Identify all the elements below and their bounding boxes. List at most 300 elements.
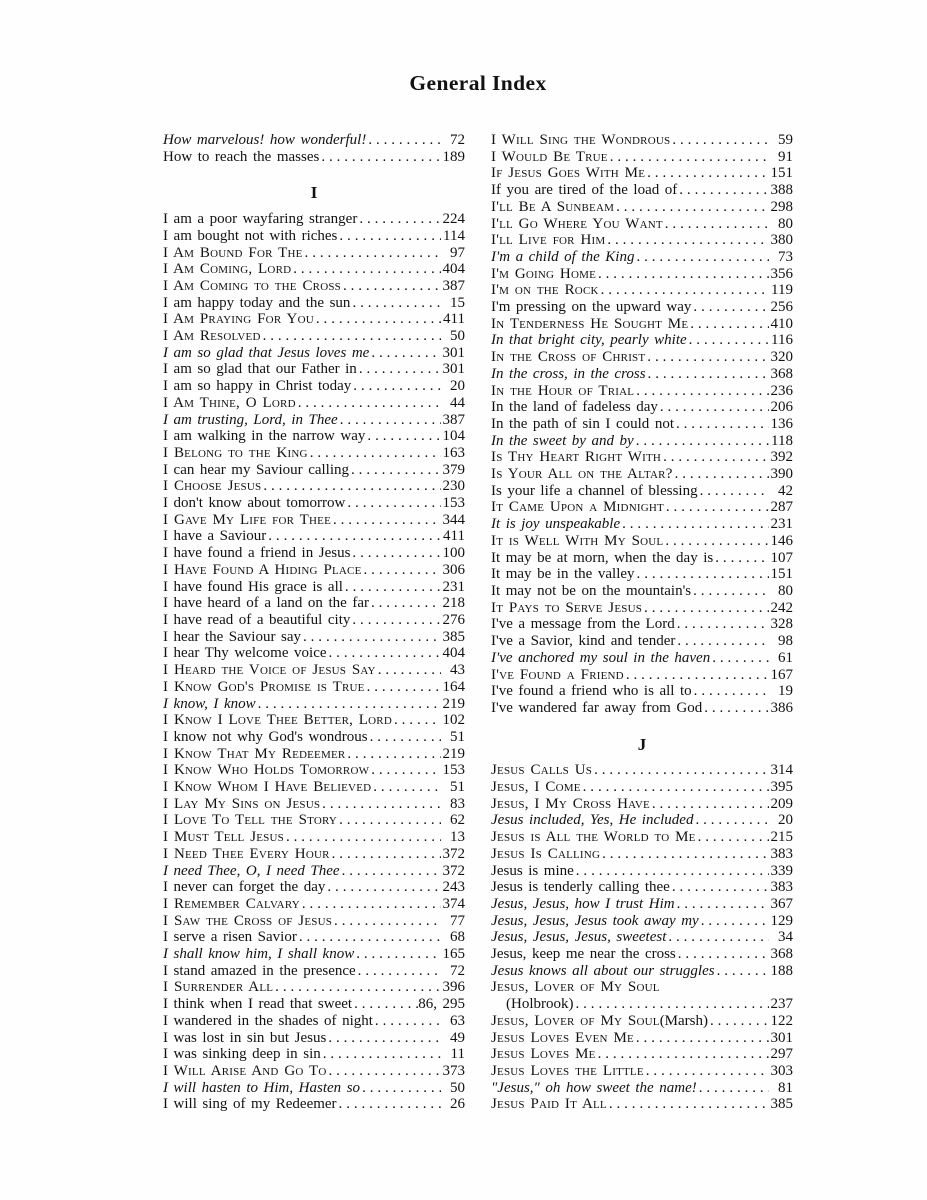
entry-title: I have a Saviour bbox=[163, 528, 267, 545]
dot-leader bbox=[345, 746, 441, 763]
page-number: 20 bbox=[778, 812, 793, 829]
page-number: 114 bbox=[443, 227, 465, 244]
index-entry bbox=[491, 650, 793, 667]
dot-leader bbox=[634, 249, 769, 266]
page-number: 97 bbox=[450, 244, 465, 261]
page-number: 328 bbox=[770, 616, 793, 633]
index-entry bbox=[491, 199, 793, 216]
index-entry bbox=[163, 361, 465, 378]
dot-leader bbox=[675, 633, 769, 650]
entry-title: I know not why God's wondrous bbox=[163, 728, 368, 745]
index-entry bbox=[163, 829, 465, 846]
page-number: 189 bbox=[442, 148, 465, 165]
dot-leader bbox=[645, 349, 769, 366]
entry-title: I Know Who Holds Tomorrow bbox=[163, 762, 370, 779]
dot-leader bbox=[600, 846, 769, 863]
index-entry bbox=[491, 812, 793, 829]
index-entry bbox=[163, 779, 465, 796]
page-number: 306 bbox=[442, 561, 465, 578]
dot-leader bbox=[266, 528, 441, 545]
index-entry bbox=[163, 796, 465, 813]
dot-leader bbox=[596, 266, 769, 283]
dot-leader bbox=[642, 600, 769, 617]
page-number: 50 bbox=[450, 1079, 465, 1096]
page-number: 72 bbox=[450, 962, 465, 979]
entry-title: It may not be on the mountain's bbox=[491, 582, 692, 599]
entry-title: I will sing of my Redeemer bbox=[163, 1096, 337, 1113]
dot-leader bbox=[691, 299, 769, 316]
page-number: 237 bbox=[770, 996, 793, 1013]
index-entry bbox=[491, 266, 793, 283]
index-entry bbox=[491, 1046, 793, 1063]
index-entry bbox=[163, 963, 465, 980]
page-number: 165 bbox=[442, 946, 465, 963]
entry-title: I am so happy in Christ today bbox=[163, 378, 352, 395]
page-number: 379 bbox=[442, 461, 465, 478]
page-number: 80 bbox=[778, 215, 793, 232]
entry-title: I've anchored my soul in the haven bbox=[491, 649, 711, 666]
dot-leader bbox=[337, 812, 441, 829]
entry-title: Jesus, Jesus, how I trust Him bbox=[491, 895, 675, 912]
dot-leader bbox=[692, 683, 769, 700]
page-number: 344 bbox=[442, 511, 465, 528]
entry-title: I Gave My Life for Thee bbox=[163, 511, 331, 528]
index-entry bbox=[163, 913, 465, 930]
entry-title: Jesus is tenderly calling thee bbox=[491, 879, 670, 896]
index-entry bbox=[491, 796, 793, 813]
page-number: 303 bbox=[770, 1062, 793, 1079]
page-number: 13 bbox=[450, 829, 465, 846]
entry-title: I Must Tell Jesus bbox=[163, 829, 284, 846]
entry-title: It may be at morn, when the day is bbox=[491, 549, 714, 566]
dot-leader bbox=[350, 612, 441, 629]
page-number: 411 bbox=[443, 528, 465, 545]
index-entry bbox=[491, 216, 793, 233]
entry-title: I Have Found A Hiding Place bbox=[163, 561, 362, 578]
dot-leader bbox=[365, 428, 441, 445]
page-number: 372 bbox=[442, 845, 465, 862]
dot-leader bbox=[300, 896, 441, 913]
entry-title: I wandered in the shades of night bbox=[163, 1012, 373, 1029]
index-entry bbox=[163, 1013, 465, 1030]
index-entry bbox=[163, 979, 465, 996]
index-entry bbox=[163, 579, 465, 596]
page-number: 11 bbox=[450, 1046, 465, 1063]
page-number: 380 bbox=[770, 232, 793, 249]
entry-title: Jesus, Jesus, Jesus took away my bbox=[491, 912, 699, 929]
entry-title: In the cross, in the cross bbox=[491, 365, 646, 382]
index-entry bbox=[491, 1063, 793, 1080]
dot-leader bbox=[635, 566, 769, 583]
entry-title: I'll Live for Him bbox=[491, 232, 606, 249]
dot-leader bbox=[676, 946, 769, 963]
dot-leader bbox=[365, 679, 441, 696]
index-entry bbox=[163, 996, 465, 1013]
dot-leader bbox=[343, 579, 441, 596]
page-number: 164 bbox=[442, 678, 465, 695]
index-entry bbox=[163, 378, 465, 395]
dot-leader bbox=[330, 846, 441, 863]
entry-title: Jesus Paid It All bbox=[491, 1096, 607, 1113]
index-entry bbox=[163, 712, 465, 729]
page-number: 146 bbox=[770, 532, 793, 549]
index-entry bbox=[491, 996, 793, 1013]
page-number: 59 bbox=[778, 132, 793, 148]
entry-title: I never can forget the day bbox=[163, 879, 326, 896]
page-number: 51 bbox=[450, 728, 465, 745]
entry-title: How marvelous! how wonderful! bbox=[163, 132, 367, 148]
dot-leader bbox=[291, 261, 441, 278]
entry-title: If Jesus Goes With Me bbox=[491, 165, 646, 182]
entry-title: I Will Sing the Wondrous bbox=[491, 132, 671, 148]
entry-title: It is Well With My Soul bbox=[491, 532, 664, 549]
dot-leader bbox=[614, 199, 769, 216]
dot-leader bbox=[607, 1096, 769, 1113]
entry-title: Jesus, keep me near the cross bbox=[491, 946, 676, 963]
page-number: 218 bbox=[442, 595, 465, 612]
index-entry bbox=[491, 449, 793, 466]
entry-title: It may be in the valley bbox=[491, 566, 635, 583]
dot-leader bbox=[373, 1013, 441, 1030]
entry-title: Jesus, Lover of My Soul bbox=[491, 979, 660, 996]
entry-title: I Am Thine, O Lord bbox=[163, 394, 296, 411]
entry-title: I'm on the Rock bbox=[491, 282, 599, 299]
entry-title: I Am Praying For You bbox=[163, 311, 314, 328]
dot-leader bbox=[352, 996, 418, 1013]
entry-title: I Know That My Redeemer bbox=[163, 745, 346, 762]
entry-title: In the Cross of Christ bbox=[491, 349, 646, 366]
dot-leader bbox=[261, 328, 441, 345]
entry-title: I am bought not with riches bbox=[163, 227, 338, 244]
page-number: 373 bbox=[442, 1062, 465, 1079]
page-number: 51 bbox=[450, 779, 465, 796]
dot-leader bbox=[356, 963, 441, 980]
dot-leader bbox=[691, 583, 769, 600]
index-entry bbox=[163, 746, 465, 763]
index-entry bbox=[491, 929, 793, 946]
entry-title: In Tenderness He Sought Me bbox=[491, 315, 689, 332]
entry-title: I Know I Love Thee Better, Lord bbox=[163, 712, 392, 729]
index-entry bbox=[491, 533, 793, 550]
index-entry bbox=[163, 896, 465, 913]
dot-leader bbox=[392, 712, 441, 729]
dot-leader bbox=[664, 499, 769, 516]
index-entry bbox=[491, 550, 793, 567]
page-number: 298 bbox=[770, 198, 793, 215]
entry-title: Jesus knows all about our struggles bbox=[491, 962, 715, 979]
index-entry bbox=[163, 1080, 465, 1097]
entry-title: Jesus, I Come bbox=[491, 779, 581, 796]
index-entry bbox=[163, 729, 465, 746]
page-number: 153 bbox=[442, 495, 465, 512]
index-entry bbox=[491, 483, 793, 500]
index-entry bbox=[491, 979, 793, 996]
index-entry bbox=[163, 211, 465, 228]
dot-leader bbox=[303, 245, 441, 262]
entry-title: In the path of sin I could not bbox=[491, 415, 674, 432]
entry-title: (Holbrook) bbox=[506, 996, 574, 1013]
page-number: 385 bbox=[442, 628, 465, 645]
page-number: 77 bbox=[450, 912, 465, 929]
entry-title: I was lost in sin but Jesus bbox=[163, 1029, 327, 1046]
entry-title: I Remember Calvary bbox=[163, 895, 300, 912]
page-number: 301 bbox=[442, 361, 465, 378]
dot-leader bbox=[319, 149, 441, 166]
index-entry bbox=[163, 846, 465, 863]
page-number: 368 bbox=[770, 365, 793, 382]
index-entry bbox=[491, 149, 793, 166]
index-entry bbox=[163, 278, 465, 295]
index-entry bbox=[163, 512, 465, 529]
entry-title: I Am Coming, Lord bbox=[163, 261, 292, 278]
dot-leader bbox=[341, 278, 441, 295]
page-number: 83 bbox=[450, 795, 465, 812]
dot-leader bbox=[715, 963, 769, 980]
entry-title: I Love To Tell the Story bbox=[163, 812, 338, 829]
index-entry bbox=[163, 1046, 465, 1063]
page-number: 301 bbox=[770, 1029, 793, 1046]
entry-title: I stand amazed in the presence bbox=[163, 962, 356, 979]
page-number: 72 bbox=[450, 132, 465, 148]
entry-title: I Need Thee Every Hour bbox=[163, 845, 330, 862]
entry-title: I will hasten to Him, Hasten so bbox=[163, 1079, 361, 1096]
index-entry bbox=[163, 562, 465, 579]
index-entry bbox=[491, 1030, 793, 1047]
page-number: 44 bbox=[450, 394, 465, 411]
index-entry bbox=[163, 879, 465, 896]
index-column-left bbox=[163, 132, 465, 1113]
page-number: 49 bbox=[450, 1029, 465, 1046]
section-heading-i: I bbox=[310, 183, 318, 203]
entry-title: In that bright city, pearly white bbox=[491, 332, 687, 349]
page-number: 404 bbox=[442, 261, 465, 278]
page-number: 129 bbox=[770, 912, 793, 929]
index-entry bbox=[163, 245, 465, 262]
index-entry bbox=[491, 616, 793, 633]
index-entry bbox=[163, 645, 465, 662]
entry-title: Jesus included, Yes, He included bbox=[491, 812, 694, 829]
index-entry bbox=[491, 863, 793, 880]
index-entry bbox=[491, 633, 793, 650]
entry-title: Jesus, Lover of My Soul bbox=[491, 1012, 660, 1029]
dot-leader bbox=[644, 1063, 769, 1080]
entry-title: Jesus Is Calling bbox=[491, 845, 601, 862]
entry-title: Jesus Loves Me bbox=[491, 1046, 596, 1063]
index-entry bbox=[491, 963, 793, 980]
dot-leader bbox=[581, 779, 769, 796]
dot-leader bbox=[301, 629, 441, 646]
entry-title: I Lay My Sins on Jesus bbox=[163, 795, 321, 812]
page-number: 386 bbox=[770, 699, 793, 716]
page-number: 63 bbox=[450, 1012, 465, 1029]
entry-title: I've wandered far away from God bbox=[491, 699, 703, 716]
page-number: 102 bbox=[442, 712, 465, 729]
entry-title: I'll Be A Sunbeam bbox=[491, 198, 615, 215]
entry-title: I'm Going Home bbox=[491, 265, 596, 282]
index-entry bbox=[163, 1096, 465, 1113]
index-entry bbox=[163, 478, 465, 495]
page-number: 107 bbox=[770, 549, 793, 566]
entry-title: I Know God's Promise is True bbox=[163, 678, 365, 695]
dot-leader bbox=[350, 545, 441, 562]
entry-title: I've found a friend who is all to bbox=[491, 683, 692, 700]
index-entry bbox=[163, 412, 465, 429]
dot-leader bbox=[340, 863, 441, 880]
index-entry bbox=[163, 762, 465, 779]
entry-title: I'll Go Where You Want bbox=[491, 215, 663, 232]
index-entry bbox=[163, 812, 465, 829]
entry-title: It is joy unspeakable bbox=[491, 516, 621, 533]
dot-leader bbox=[351, 378, 441, 395]
index-entry bbox=[163, 929, 465, 946]
entry-title: I have read of a beautiful city bbox=[163, 611, 351, 628]
page-number: 206 bbox=[770, 399, 793, 416]
entry-title: Jesus, Jesus, Jesus, sweetest bbox=[491, 929, 667, 946]
dot-leader bbox=[710, 650, 769, 667]
dot-leader bbox=[349, 462, 441, 479]
entry-title: Is Your All on the Altar? bbox=[491, 466, 673, 483]
dot-leader bbox=[697, 1080, 769, 1097]
dot-leader bbox=[369, 762, 441, 779]
entry-title: Jesus Calls Us bbox=[491, 762, 593, 779]
dot-leader bbox=[624, 667, 769, 684]
entry-title: Is Thy Heart Right With bbox=[491, 449, 662, 466]
dot-leader bbox=[284, 829, 441, 846]
page-number: 301 bbox=[442, 344, 465, 361]
page-number: 411 bbox=[443, 311, 465, 328]
index-entry bbox=[491, 433, 793, 450]
page-number: 404 bbox=[442, 645, 465, 662]
entry-title: Jesus Loves the Little bbox=[491, 1062, 644, 1079]
index-columns bbox=[163, 132, 793, 1113]
dot-leader bbox=[354, 946, 441, 963]
page-number: 151 bbox=[770, 165, 793, 182]
page-number: 356 bbox=[770, 265, 793, 282]
dot-leader bbox=[326, 1030, 441, 1047]
dot-leader bbox=[320, 796, 441, 813]
entry-title: I have heard of a land on the far bbox=[163, 595, 369, 612]
entry-title: Is your life a channel of blessing bbox=[491, 482, 698, 499]
page-number: 188 bbox=[770, 962, 793, 979]
index-entry bbox=[163, 228, 465, 245]
page-number: 163 bbox=[442, 444, 465, 461]
index-entry bbox=[491, 946, 793, 963]
page-number: 320 bbox=[770, 349, 793, 366]
entry-title: In the land of fadeless day bbox=[491, 399, 658, 416]
page-number: 50 bbox=[450, 328, 465, 345]
page-number: 230 bbox=[442, 478, 465, 495]
dot-leader bbox=[357, 361, 441, 378]
dot-leader bbox=[332, 913, 441, 930]
index-entry bbox=[491, 132, 793, 149]
page-number: 242 bbox=[770, 599, 793, 616]
index-entry bbox=[491, 846, 793, 863]
page-number: 392 bbox=[770, 449, 793, 466]
dot-leader bbox=[677, 182, 769, 199]
index-entry bbox=[163, 595, 465, 612]
dot-leader bbox=[702, 700, 769, 717]
index-entry bbox=[163, 528, 465, 545]
page-number: 43 bbox=[450, 662, 465, 679]
index-entry bbox=[163, 345, 465, 362]
page-number: 116 bbox=[771, 332, 793, 349]
page-number: 104 bbox=[442, 428, 465, 445]
index-entry bbox=[163, 696, 465, 713]
index-entry bbox=[163, 495, 465, 512]
dot-leader bbox=[663, 216, 769, 233]
dot-leader bbox=[256, 696, 441, 713]
page-number: 86, 295 bbox=[418, 996, 465, 1013]
page-number: 219 bbox=[442, 745, 465, 762]
page-number: 231 bbox=[442, 578, 465, 595]
dot-leader bbox=[261, 478, 441, 495]
dot-leader bbox=[666, 929, 769, 946]
index-entry bbox=[163, 462, 465, 479]
entry-title: I Am Coming to the Cross bbox=[163, 277, 341, 294]
dot-leader bbox=[327, 645, 441, 662]
dot-leader bbox=[658, 399, 769, 416]
index-entry bbox=[491, 683, 793, 700]
index-entry bbox=[163, 295, 465, 312]
entry-title: I'm pressing on the upward way bbox=[491, 299, 692, 316]
entry-title: It Came Upon a Midnight bbox=[491, 499, 664, 516]
entry-title: I'm a child of the King bbox=[491, 248, 635, 265]
dot-leader bbox=[696, 829, 769, 846]
index-entry bbox=[491, 762, 793, 779]
dot-leader bbox=[596, 1046, 769, 1063]
dot-leader bbox=[362, 562, 441, 579]
page-number: 34 bbox=[778, 929, 793, 946]
entry-title: In the sweet by and by bbox=[491, 432, 634, 449]
page-number: 395 bbox=[770, 779, 793, 796]
entry-title: I Choose Jesus bbox=[163, 478, 262, 495]
page-number: 61 bbox=[778, 649, 793, 666]
dot-leader bbox=[599, 282, 769, 299]
page-number: 68 bbox=[450, 929, 465, 946]
page-number: 256 bbox=[770, 299, 793, 316]
entry-title: I serve a risen Savior bbox=[163, 929, 297, 946]
entry-title: I am a poor wayfaring stranger bbox=[163, 211, 358, 228]
entry-title: I am so glad that Jesus loves me bbox=[163, 344, 370, 361]
index-entry bbox=[163, 863, 465, 880]
entry-title: I Am Resolved bbox=[163, 328, 261, 345]
index-entry bbox=[491, 600, 793, 617]
index-entry bbox=[491, 700, 793, 717]
index-entry bbox=[491, 516, 793, 533]
dot-leader bbox=[366, 132, 441, 149]
index-entry bbox=[163, 545, 465, 562]
entry-title: I was sinking deep in sin bbox=[163, 1046, 321, 1063]
dot-leader bbox=[650, 796, 769, 813]
dot-leader bbox=[634, 433, 769, 450]
page-number: 209 bbox=[770, 795, 793, 812]
dot-leader bbox=[574, 996, 770, 1013]
page-number: 383 bbox=[770, 879, 793, 896]
dot-leader bbox=[337, 1096, 441, 1113]
dot-leader bbox=[675, 896, 769, 913]
entry-title: I've a message from the Lord bbox=[491, 616, 675, 633]
page-number: 368 bbox=[770, 946, 793, 963]
index-entry bbox=[491, 913, 793, 930]
page-number: 314 bbox=[770, 762, 793, 779]
dot-leader bbox=[688, 316, 769, 333]
entry-title: Jesus Loves Even Me bbox=[491, 1029, 634, 1046]
entry-title: I am walking in the narrow way bbox=[163, 428, 366, 445]
page-number: 26 bbox=[450, 1096, 465, 1113]
entry-title: I hear Thy welcome voice bbox=[163, 645, 327, 662]
section-heading-j: J bbox=[637, 734, 647, 754]
index-entry bbox=[491, 829, 793, 846]
